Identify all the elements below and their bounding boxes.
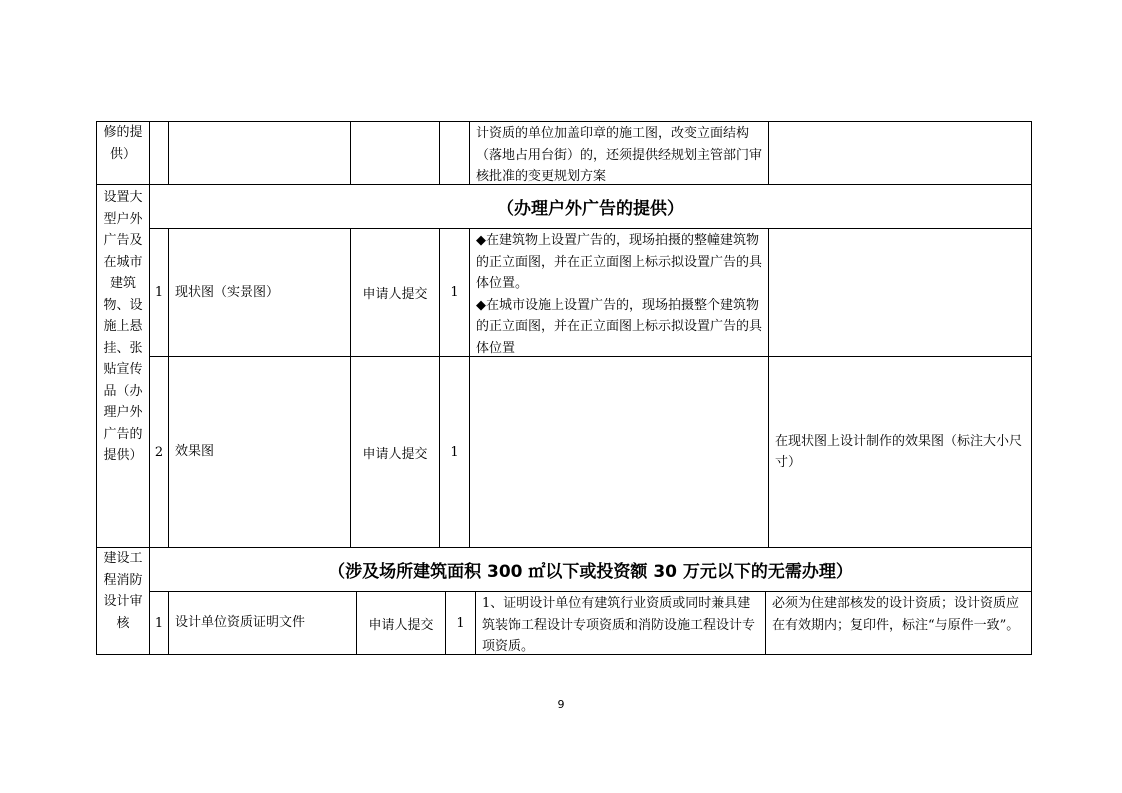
source-cell xyxy=(350,356,440,548)
requirement-cell xyxy=(469,121,769,185)
requirement-cell xyxy=(469,356,769,548)
category-cell xyxy=(96,547,150,655)
row-number: 2 xyxy=(154,444,164,460)
table-outdoor-ads xyxy=(96,184,1032,548)
category-cell xyxy=(96,121,150,185)
category-text: 设置大型户外广告及在城市建筑物、设施上悬挂、张贴宣传品（办理户外广告的提供） xyxy=(103,190,143,463)
copies-cell xyxy=(445,591,476,655)
category-cell xyxy=(96,184,150,548)
no-cell xyxy=(149,591,169,655)
row-number: 1 xyxy=(154,285,164,300)
copies-cell xyxy=(439,356,470,548)
copies-cell xyxy=(439,228,470,357)
table-fire-review xyxy=(96,547,1032,655)
name-cell xyxy=(168,121,351,185)
copies-count: 1 xyxy=(450,285,459,300)
name-cell xyxy=(168,356,351,548)
source-cell xyxy=(350,121,440,185)
source-cell xyxy=(356,591,446,655)
note-text: 在现状图上设计制作的效果图（标注大小尺寸） xyxy=(775,433,1023,470)
material-source: 申请人提交 xyxy=(368,617,434,633)
material-name: 现状图（实景图） xyxy=(175,284,280,300)
requirement-line: ◆在城市设施上设置广告的，现场拍摄整个建筑物的正立面图，并在正立面图上标示拟设置广告的具体位置 xyxy=(476,297,763,356)
requirement-cell xyxy=(475,591,766,655)
note-cell xyxy=(768,228,1032,357)
copies-cell xyxy=(439,121,470,185)
material-source: 申请人提交 xyxy=(362,446,428,462)
page-number: 9 xyxy=(557,698,565,711)
no-cell xyxy=(149,356,169,548)
no-cell xyxy=(149,228,169,357)
material-source: 申请人提交 xyxy=(362,287,428,302)
note-cell xyxy=(768,121,1032,185)
requirement-cell xyxy=(469,228,769,357)
row-number: 1 xyxy=(154,615,164,631)
material-name: 设计单位资质证明文件 xyxy=(175,615,306,631)
note-cell xyxy=(768,356,1032,548)
note-cell xyxy=(765,591,1032,655)
requirement-text: 计资质的单位加盖印章的施工图，改变立面结构（落地占用台街）的，还须提供经规划主管部门审核批准的变更规划方案 xyxy=(476,126,763,184)
no-cell xyxy=(149,121,169,185)
requirement-text: 1、证明设计单位有建筑行业资质或同时兼具建筑装饰工程设计专项资质和消防设施工程设计专项资质。 xyxy=(482,596,756,654)
section-header xyxy=(149,547,1032,592)
table-continuation xyxy=(96,121,1032,185)
source-cell xyxy=(350,228,440,357)
section-title: （涉及场所建筑面积 300 ㎡以下或投资额 30 万元以下的无需办理） xyxy=(328,562,853,582)
section-title: （办理户外广告的提供） xyxy=(497,199,684,219)
requirement-line: ◆在建筑物上设置广告的，现场拍摄的整幢建筑物的正立面图，并在正立面图上标示拟设置广告的具体位置。 xyxy=(476,233,763,291)
section-header xyxy=(149,184,1032,229)
copies-count: 1 xyxy=(456,615,465,631)
category-text: 修的提供） xyxy=(103,125,143,162)
category-text: 建设工程消防设计审核 xyxy=(103,551,143,631)
name-cell xyxy=(168,591,357,655)
name-cell xyxy=(168,228,351,357)
copies-count: 1 xyxy=(450,444,459,460)
material-name: 效果图 xyxy=(175,444,215,460)
note-text: 必须为住建部核发的设计资质；设计资质应在有效期内；复印件，标注“与原件一致”。 xyxy=(772,596,1020,633)
